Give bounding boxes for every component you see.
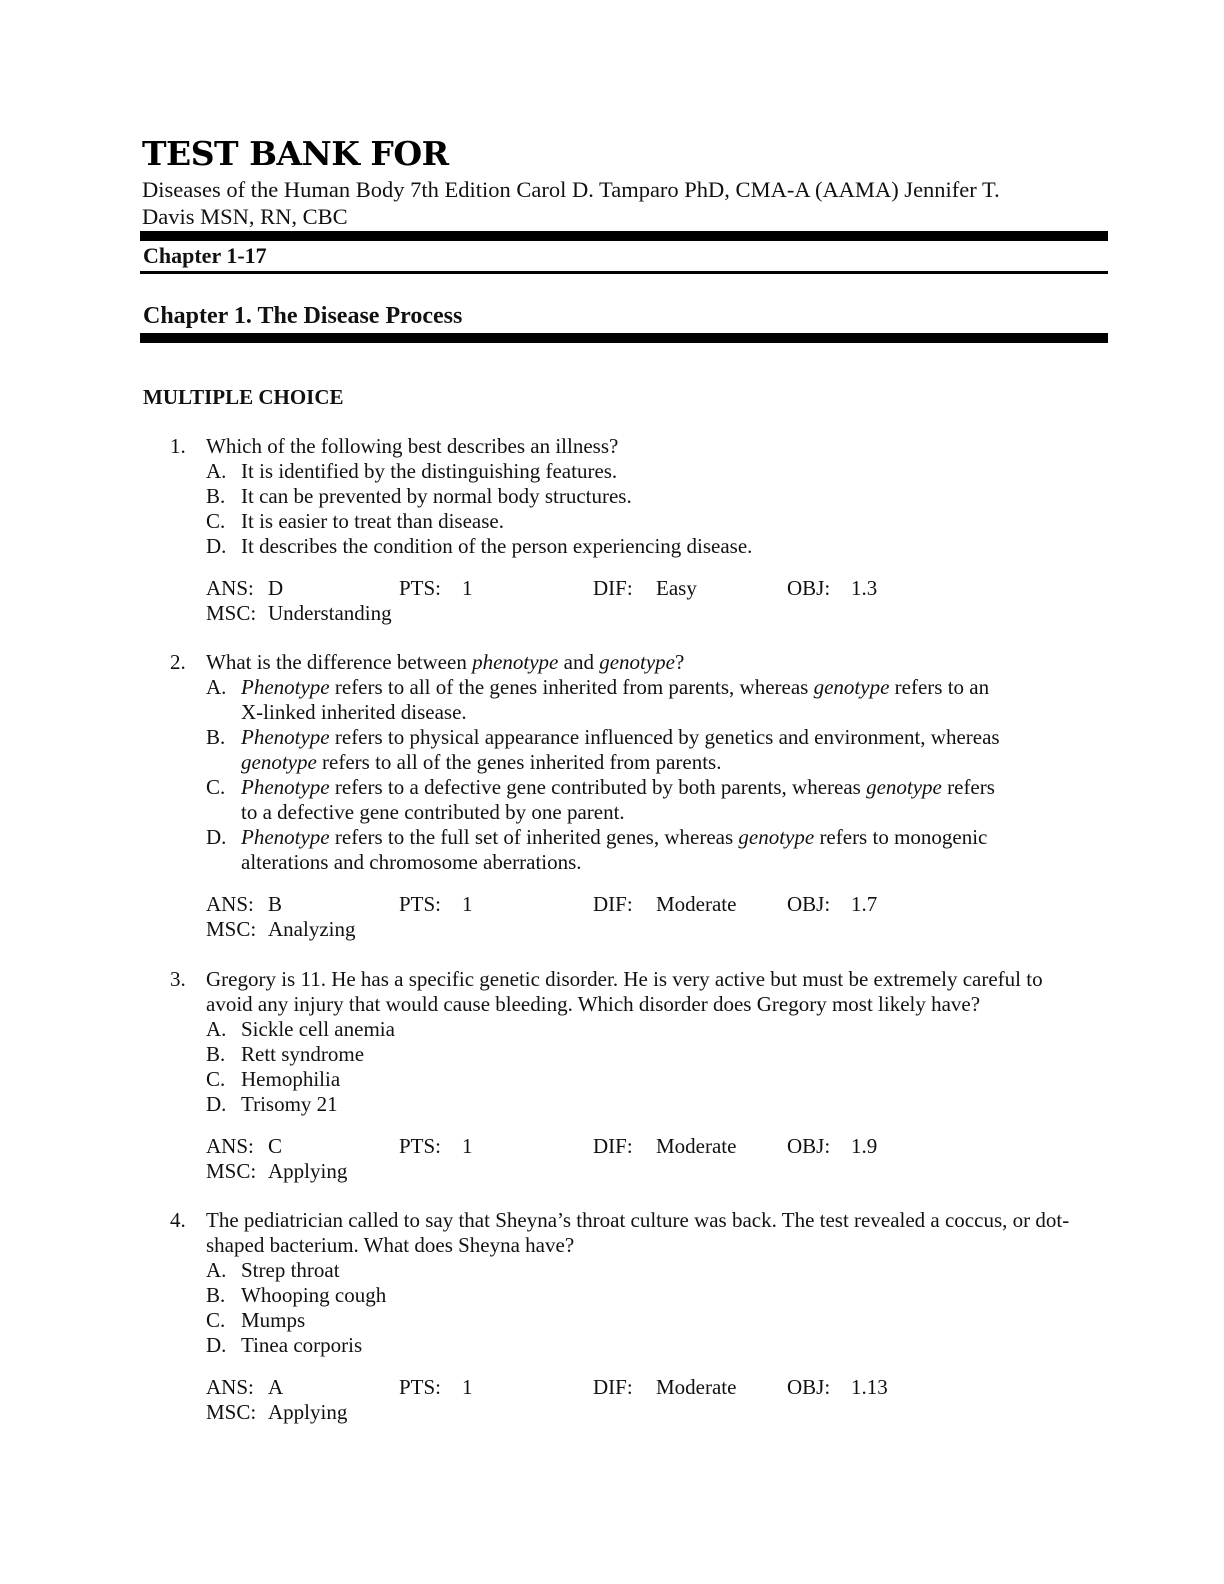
option-letter: C. [206,509,226,533]
obj-value: 1.7 [851,892,878,916]
option-text: It is easier to treat than disease. [241,509,504,533]
option-letter: D. [206,825,227,849]
term: genotype [241,750,317,774]
ans-value: C [268,1134,283,1158]
text: refers to an [889,675,990,699]
stem-text: and [558,650,600,674]
option-text: Trisomy 21 [241,1092,338,1116]
term: Phenotype [241,825,330,849]
msc-value: Applying [268,1159,348,1183]
answer-meta [0,892,1224,917]
text: refers to all of the genes inherited from parents, whereas [329,675,814,699]
question-stem [206,650,1106,675]
option-letter: B. [206,1042,226,1066]
option-letter: A. [206,459,227,483]
option-text-cont: to a defective gene contributed by one parent. [241,800,625,824]
option-text: It can be prevented by normal body structures. [241,484,632,508]
term: genotype [866,775,942,799]
text: refers to the full set of inherited genes, whereas [329,825,739,849]
ans-value: D [268,576,284,600]
msc-value: Understanding [268,601,392,625]
option-text: Tinea corporis [241,1333,363,1357]
option-text: Rett syndrome [241,1042,365,1066]
question-number: 4. [170,1208,186,1232]
option-letter: D. [206,1092,227,1116]
option-letter: B. [206,725,226,749]
answer-meta [0,1375,1224,1400]
option-letter: B. [206,1283,226,1307]
section-label: MULTIPLE CHOICE [143,385,344,409]
stem-text: What is the difference between [206,650,473,674]
dif-label: DIF: [593,1375,633,1399]
msc-value: Analyzing [268,917,356,941]
question-2 [0,650,1224,942]
book-info-line-2: Davis MSN, RN, CBC [142,204,348,229]
question-number: 1. [170,434,186,458]
option-text: It describes the condition of the person experiencing disease. [241,534,753,558]
text: refers to monogenic [814,825,988,849]
stem-term: genotype [599,650,675,674]
msc-label: MSC: [206,1159,257,1183]
obj-value: 1.3 [851,576,878,600]
option-text-cont [241,750,1041,775]
msc-meta [0,1400,1224,1425]
ans-label: ANS: [206,892,254,916]
ans-label: ANS: [206,576,254,600]
dif-value: Moderate [656,892,737,916]
option-text: It is identified by the distinguishing features. [241,459,618,483]
option-letter: A. [206,1017,227,1041]
option-text [241,725,1041,750]
msc-meta [0,917,1224,942]
stem-term: phenotype [472,650,559,674]
question-stem: The pediatrician called to say that Sheyna’s throat culture was back. The test revealed a coccus, or dot- [206,1208,1070,1232]
book-info-line-1: Diseases of the Human Body 7th Edition Carol D. Tamparo PhD, CMA-A (AAMA) Jennifer T. [142,177,1000,202]
dif-label: DIF: [593,892,633,916]
option-letter: D. [206,534,227,558]
option-letter: C. [206,1308,226,1332]
term: Phenotype [241,725,330,749]
term: Phenotype [241,775,330,799]
text: refers to a defective gene contributed by both parents, whereas [329,775,867,799]
question-number: 2. [170,650,186,674]
option-letter: D. [206,1333,227,1357]
ans-value: A [268,1375,284,1399]
thick-rule-top [140,231,1108,241]
option-letter: C. [206,775,226,799]
test-bank-title: TEST BANK FOR [142,134,449,173]
msc-value: Applying [268,1400,348,1424]
dif-value: Easy [656,576,697,600]
dif-value: Moderate [656,1134,737,1158]
msc-label: MSC: [206,1400,257,1424]
ans-value: B [268,892,283,916]
thin-rule [140,271,1108,274]
obj-label: OBJ: [787,576,831,600]
term: genotype [738,825,815,849]
pts-value: 1 [462,1134,473,1158]
chapter-title: Chapter 1. The Disease Process [143,303,463,329]
option-letter: B. [206,484,226,508]
option-text [241,825,1041,850]
msc-label: MSC: [206,917,257,941]
text: refers [941,775,995,799]
answer-meta [0,1134,1224,1159]
option-text: Whooping cough [241,1283,387,1307]
option-text [241,775,1041,800]
question-stem: Gregory is 11. He has a specific genetic disorder. He is very active but must be extremely careful to [206,967,1043,991]
obj-label: OBJ: [787,1375,831,1399]
msc-meta [0,601,1224,626]
question-1 [0,434,1224,626]
msc-label: MSC: [206,601,257,625]
option-text: Mumps [241,1308,306,1332]
pts-label: PTS: [399,576,442,600]
question-stem: Which of the following best describes an illness? [206,434,619,458]
question-3 [0,967,1224,1184]
obj-value: 1.9 [851,1134,878,1158]
option-text-cont: X-linked inherited disease. [241,700,467,724]
option-text-cont: alterations and chromosome aberrations. [241,850,582,874]
option-letter: A. [206,1258,227,1282]
pts-label: PTS: [399,1134,442,1158]
pts-value: 1 [462,576,473,600]
dif-label: DIF: [593,576,633,600]
question-stem-cont: avoid any injury that would cause bleeding. Which disorder does Gregory most likely have? [206,992,981,1016]
pts-label: PTS: [399,892,442,916]
stem-text: ? [675,650,685,674]
pts-value: 1 [462,892,473,916]
pts-label: PTS: [399,1375,442,1399]
chapter-range: Chapter 1-17 [143,243,267,268]
option-text: Sickle cell anemia [241,1017,395,1041]
ans-label: ANS: [206,1375,254,1399]
text: refers to physical appearance influenced by genetics and environment, whereas [329,725,1000,749]
thick-rule-chapter [140,333,1108,343]
option-text [241,675,1041,700]
book-info [142,176,1082,230]
text: refers to all of the genes inherited from parents. [316,750,722,774]
option-text: Hemophilia [241,1067,341,1091]
pts-value: 1 [462,1375,473,1399]
obj-value: 1.13 [851,1375,888,1399]
ans-label: ANS: [206,1134,254,1158]
obj-label: OBJ: [787,892,831,916]
obj-label: OBJ: [787,1134,831,1158]
option-letter: C. [206,1067,226,1091]
dif-label: DIF: [593,1134,633,1158]
answer-meta [0,576,1224,601]
option-letter: A. [206,675,227,699]
question-4 [0,1208,1224,1425]
question-number: 3. [170,967,186,991]
option-text: Strep throat [241,1258,340,1282]
question-stem-cont: shaped bacterium. What does Sheyna have? [206,1233,575,1257]
term: genotype [813,675,890,699]
term: Phenotype [241,675,330,699]
msc-meta [0,1159,1224,1184]
dif-value: Moderate [656,1375,737,1399]
